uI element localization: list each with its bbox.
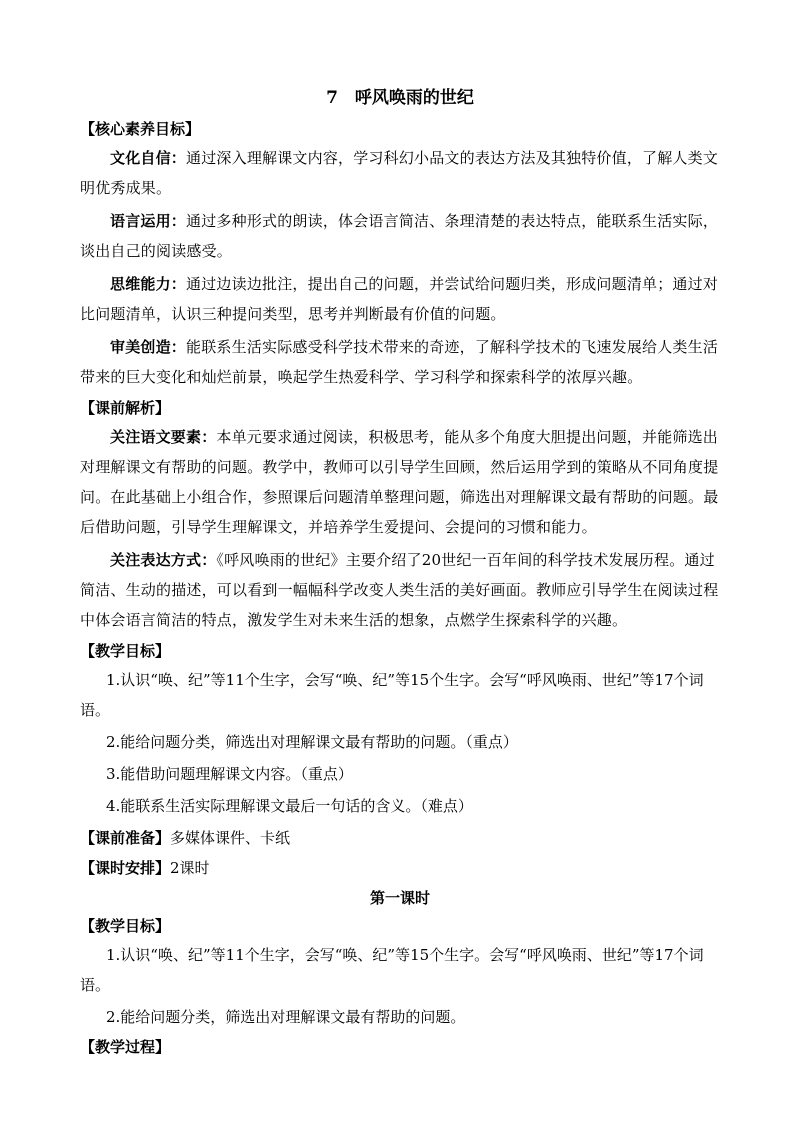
core-goal-text: 通过深入理解课文内容，学习科幻小品文的表达方法及其独特价值，了解人类文明优秀成果。 xyxy=(80,149,719,197)
teaching-goal-4: 4.能联系生活实际理解课文最后一句话的含义。（难点） xyxy=(106,797,473,815)
analysis-label: 关注表达方式： xyxy=(110,551,217,569)
core-goal-text: 通过边读边批注，提出自己的问题，并尝试给问题归类，形成问题清单；通过对比问题清单，认识三种提问类型，思考并判断最有价值的问题。 xyxy=(80,275,719,323)
core-goals-heading: 【核心素养目标】 xyxy=(80,120,201,138)
core-goal-culture xyxy=(80,143,720,203)
lesson-one-title: 第一课时 xyxy=(369,889,430,907)
core-goal-language xyxy=(80,206,720,266)
preparation-line xyxy=(80,823,720,853)
preparation-label: 【课前准备】 xyxy=(80,829,171,847)
core-goal-label: 文化自信： xyxy=(110,149,187,167)
lesson-one-goals-heading: 【教学目标】 xyxy=(80,917,171,935)
lesson-one-goal-1: 1.认识“唤、纪”等11个生字，会写“唤、纪”等15个生字。会写“呼风唤雨、世纪”等17个词语。 xyxy=(80,946,704,994)
preparation-text: 多媒体课件、卡纸 xyxy=(170,829,291,847)
teaching-goal-3: 3.能借助问题理解课文内容。（重点） xyxy=(106,765,353,783)
core-goal-thinking xyxy=(80,269,720,329)
pre-analysis-heading: 【课前解析】 xyxy=(80,399,171,417)
teaching-goal-1: 1.认识“唤、纪”等11个生字，会写“唤、纪”等15个生字。会写“呼风唤雨、世纪”等17个词语。 xyxy=(80,671,704,719)
schedule-line xyxy=(80,853,720,883)
analysis-expression xyxy=(80,545,720,635)
core-goal-label: 语言运用： xyxy=(110,212,187,230)
core-goal-label: 审美创造： xyxy=(110,338,187,356)
core-goal-text: 通过多种形式的朗读，体会语言简洁、条理清楚的表达特点，能联系生活实际，谈出自己的阅读感受。 xyxy=(80,212,719,260)
document-page xyxy=(80,84,720,1061)
analysis-text: 《呼风唤雨的世纪》主要介绍了20世纪一百年间的科学技术发展历程。通过简洁、生动的描述，可以看到一幅幅科学改变人类生活的美好画面。教师应引导学生在阅读过程中体会语言简洁的特点，激发学生对未来生活的想象，点燃学生探索科学的兴趣。 xyxy=(80,551,719,629)
core-goal-text: 能联系生活实际感受科学技术带来的奇迹，了解科学技术的飞速发展给人类生活带来的巨大变化和灿烂前景，唤起学生热爱科学、学习科学和探索科学的浓厚兴趣。 xyxy=(80,338,719,386)
schedule-text: 2课时 xyxy=(170,859,210,877)
core-goal-aesthetic xyxy=(80,332,720,392)
lesson-one-process-heading: 【教学过程】 xyxy=(80,1038,171,1056)
lesson-one-goal-2: 2.能给问题分类，筛选出对理解课文最有帮助的问题。 xyxy=(106,1008,466,1026)
analysis-language-elements xyxy=(80,422,720,542)
analysis-label: 关注语文要素： xyxy=(110,428,217,446)
schedule-label: 【课时安排】 xyxy=(80,859,171,877)
core-goal-label: 思维能力： xyxy=(110,275,187,293)
teaching-goal-2: 2.能给问题分类，筛选出对理解课文最有帮助的问题。（重点） xyxy=(106,733,518,751)
teaching-goals-heading: 【教学目标】 xyxy=(80,642,171,660)
lesson-title: 7 呼风唤雨的世纪 xyxy=(326,88,474,108)
analysis-text: 本单元要求通过阅读，积极思考，能从多个角度大胆提出问题，并能筛选出对理解课文有帮助的问题。教学中，教师可以引导学生回顾，然后运用学到的策略从不同角度提问。在此基础上小组合作，参照课后问题清单整理问题，筛选出对理解课文最有帮助的问题。最后借助问题，引导学生理解课文，并培养学生爱提问、会提问的习惯和能力。 xyxy=(80,428,719,536)
